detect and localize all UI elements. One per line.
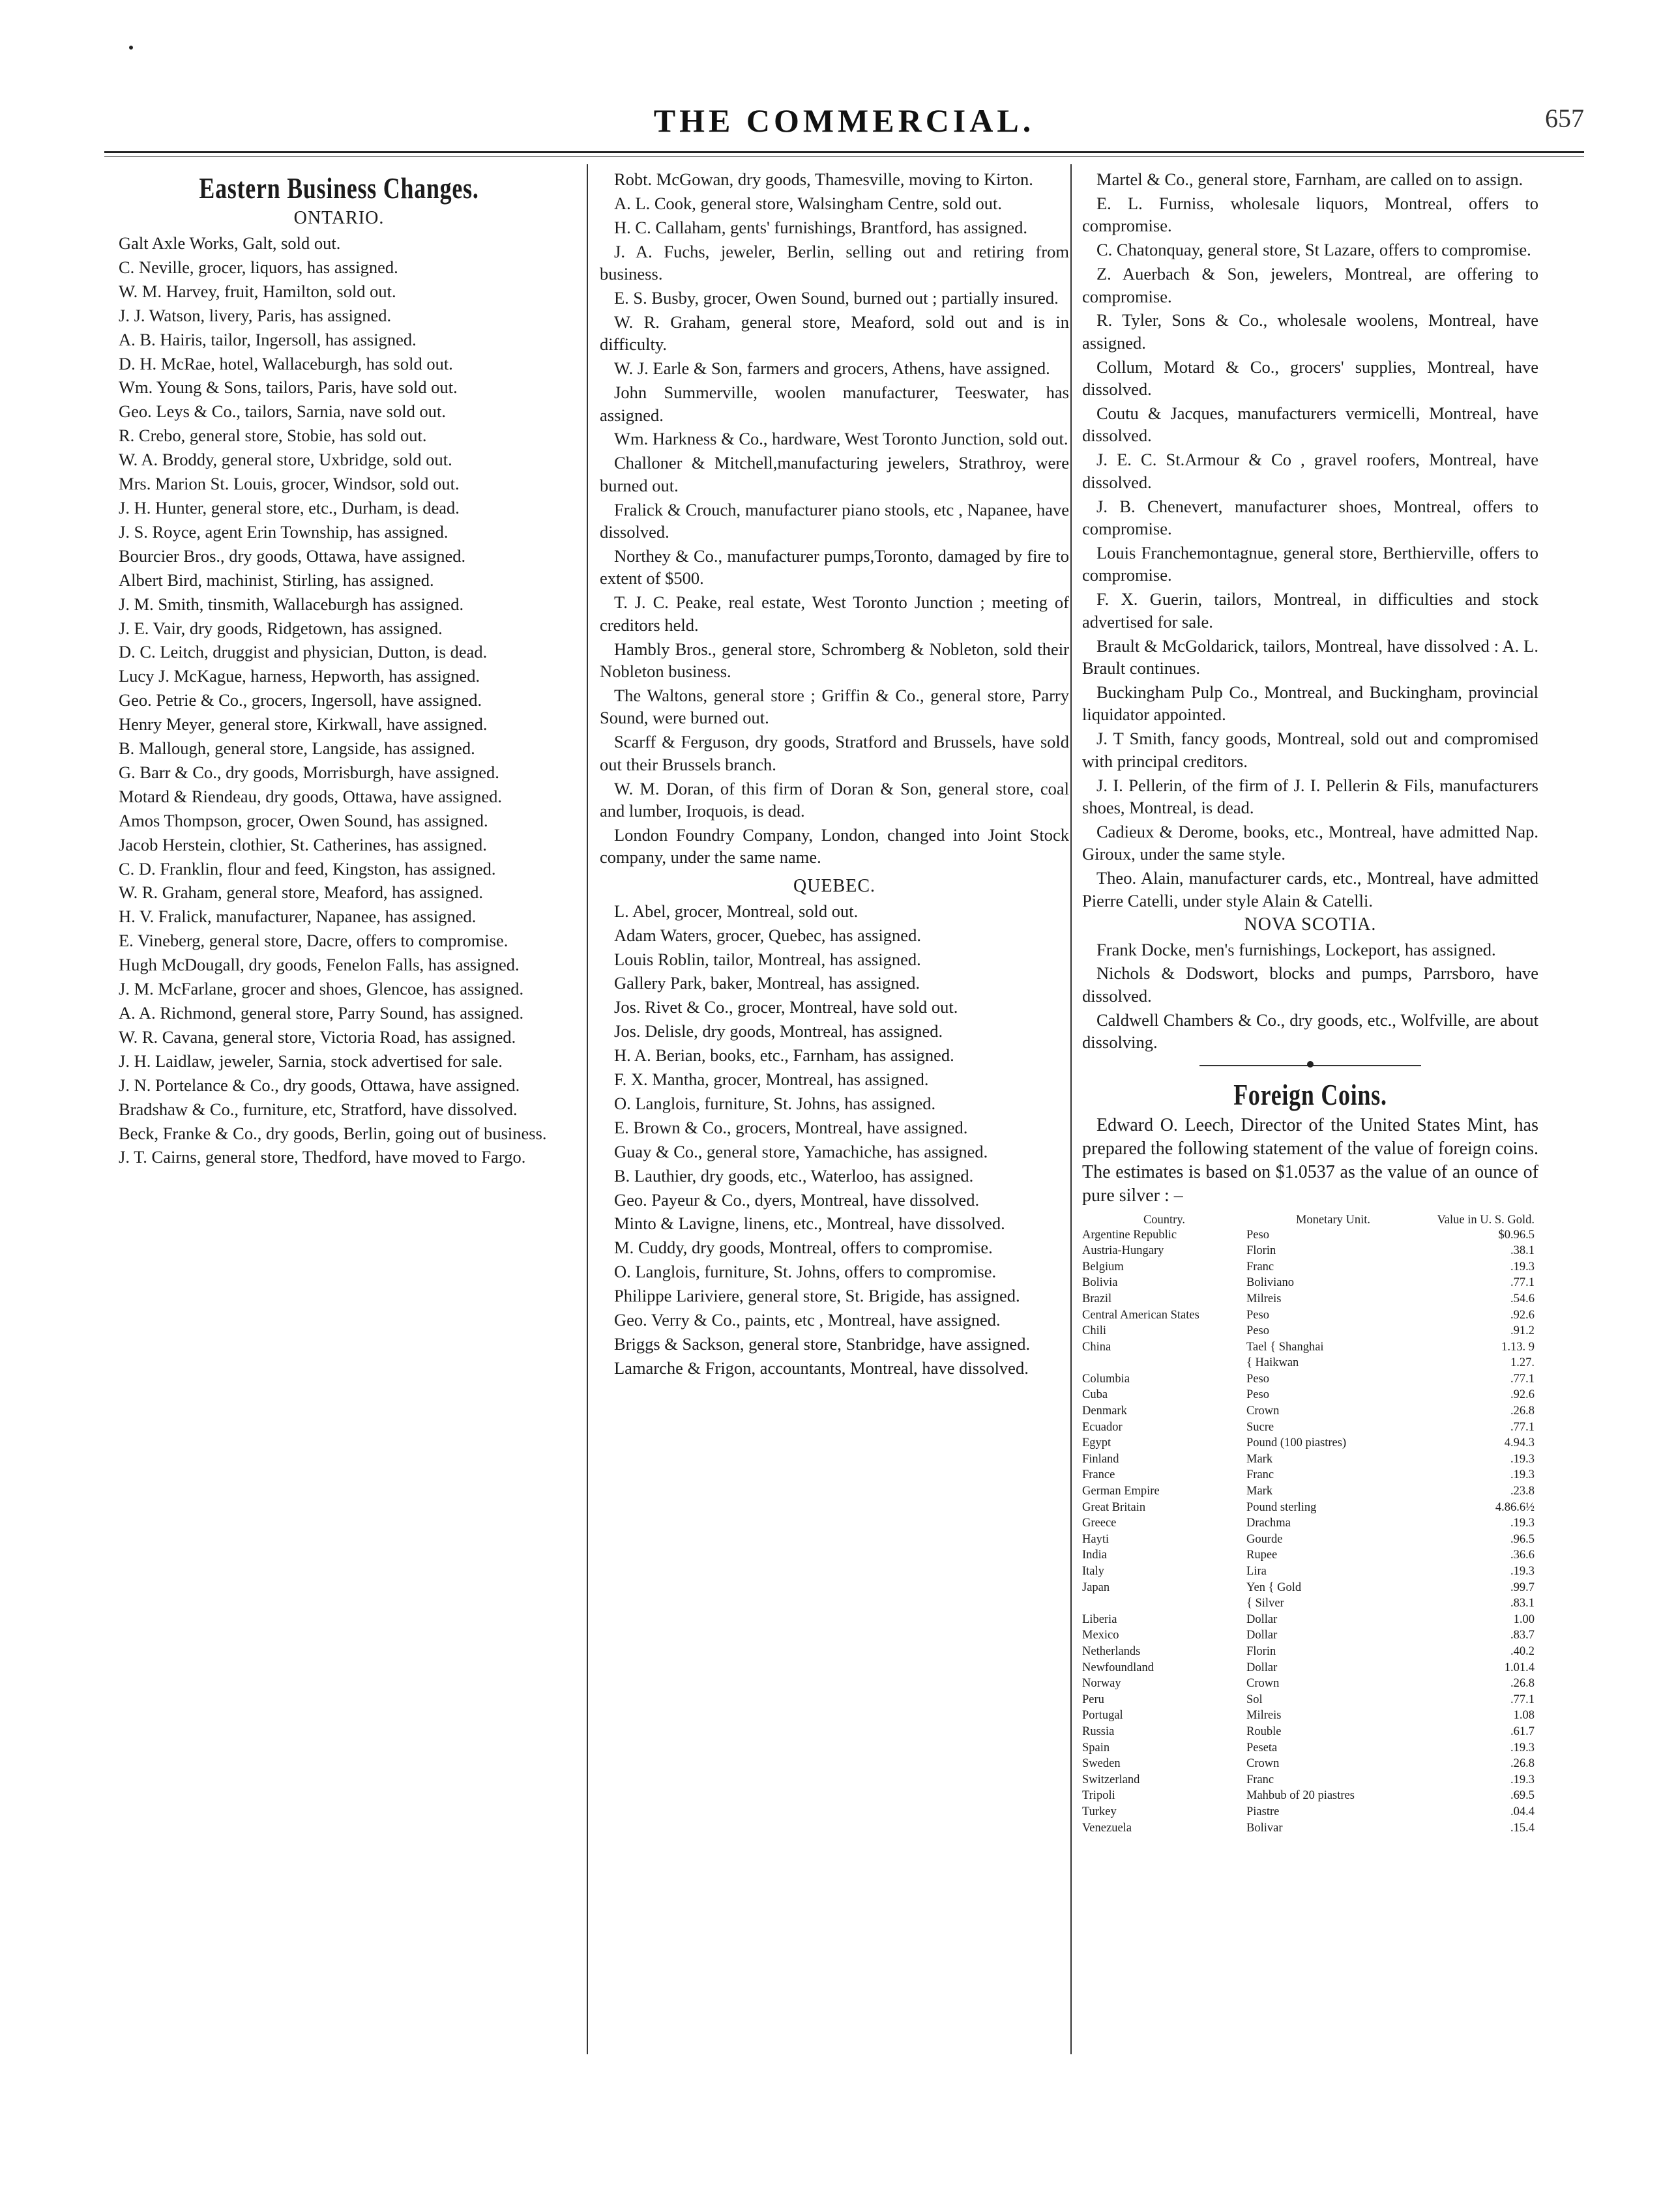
business-entry: Beck, Franke & Co., dry goods, Berlin, going out of business. <box>119 1123 547 1143</box>
coin-unit: Milreis <box>1246 1709 1282 1723</box>
coin-row <box>1082 1612 1538 1628</box>
business-entry: D. C. Leitch, druggist and physician, Dutton, is dead. <box>119 642 488 662</box>
business-entry: Motard & Riendeau, dry goods, Ottawa, have assigned. <box>119 786 503 806</box>
coin-row <box>1082 1259 1538 1275</box>
coin-value: 1.13. 9 <box>1501 1340 1535 1354</box>
coin-unit: { Silver <box>1246 1597 1284 1610</box>
business-entry: W. M. Doran, of this firm of Doran & Son, general store, coal and lumber, Iroquois, is dead. <box>600 778 1069 821</box>
coin-value: .77.1 <box>1510 1420 1535 1434</box>
coin-unit: Peso <box>1246 1308 1269 1322</box>
business-entry: Northey & Co., manufacturer pumps,Toronto, damaged by fire to extent of $500. <box>600 546 1069 589</box>
coin-country: Chili <box>1082 1324 1107 1338</box>
business-entry: Mrs. Marion St. Louis, grocer, Windsor, sold out. <box>119 474 460 494</box>
business-entry: Jacob Herstein, clothier, St. Catherines, has assigned. <box>119 834 487 854</box>
coin-value: .96.5 <box>1510 1532 1535 1546</box>
coin-value: .19.3 <box>1510 1517 1535 1530</box>
coin-country: Argentine Republic <box>1082 1228 1177 1242</box>
business-entry: B. Lauthier, dry goods, etc., Waterloo, has assigned. <box>614 1165 974 1186</box>
eastern-heading: Eastern Business Changes. <box>199 171 479 205</box>
business-entry: J. T Smith, fancy goods, Montreal, sold out and compromised with principal creditors. <box>1082 729 1538 771</box>
col-value: Value in U. S. Gold. <box>1437 1213 1535 1227</box>
coin-unit: Rupee <box>1246 1549 1278 1562</box>
business-entry: F. X. Mantha, grocer, Montreal, has assigned. <box>614 1070 929 1090</box>
coin-unit: Sucre <box>1246 1420 1274 1434</box>
business-entry: J. T. Cairns, general store, Thedford, have moved to Fargo. <box>119 1147 526 1167</box>
coin-value: .19.3 <box>1510 1741 1535 1754</box>
business-entry: Brault & McGoldarick, tailors, Montreal, have dissolved : A. L. Brault continues. <box>1082 635 1538 678</box>
coin-unit: Franc <box>1246 1260 1274 1273</box>
business-entry: Z. Auerbach & Son, jewelers, Montreal, are offering to compromise. <box>1082 264 1538 306</box>
coin-value: .15.4 <box>1510 1821 1535 1835</box>
business-entry: Hugh McDougall, dry goods, Fenelon Falls, has assigned. <box>119 955 520 975</box>
business-entry: E. S. Busby, grocer, Owen Sound, burned out ; partially insured. <box>614 288 1059 308</box>
business-entry: The Waltons, general store ; Griffin & Co., general store, Parry Sound, were burned out. <box>600 685 1069 728</box>
business-entry: Scarff & Ferguson, dry goods, Stratford and Brussels, have sold out their Brussels branch. <box>600 732 1069 774</box>
coin-value: .23.8 <box>1510 1485 1535 1498</box>
business-entry: O. Langlois, furniture, St. Johns, has assigned. <box>614 1093 936 1113</box>
coin-unit: Franc <box>1246 1468 1274 1482</box>
coin-value: .77.1 <box>1510 1372 1535 1386</box>
coin-country <box>1082 1355 1246 1371</box>
coin-country: Brazil <box>1082 1292 1112 1305</box>
coin-country: Liberia <box>1082 1612 1117 1626</box>
coin-country: Newfoundland <box>1082 1661 1154 1674</box>
coin-row <box>1082 1772 1538 1788</box>
coin-unit: Crown <box>1246 1757 1280 1771</box>
business-entry: Martel & Co., general store, Farnham, are called on to assign. <box>1096 169 1523 189</box>
coin-unit: Rouble <box>1246 1724 1282 1738</box>
coin-row <box>1082 1387 1538 1403</box>
business-entry: Buckingham Pulp Co., Montreal, and Buckingham, provincial liquidator appointed. <box>1082 682 1538 725</box>
business-entry: C. Chatonquay, general store, St Lazare, offers to compromise. <box>1096 240 1531 260</box>
coin-unit: Pound sterling <box>1246 1500 1317 1514</box>
business-entry: R. Tyler, Sons & Co., wholesale woolens, Montreal, have assigned. <box>1082 310 1538 353</box>
coin-country: Portugal <box>1082 1709 1123 1723</box>
coins-heading: Foreign Coins. <box>1233 1077 1387 1111</box>
coin-row <box>1082 1532 1538 1548</box>
business-entry: H. C. Callaham, gents' furnishings, Brantford, has assigned. <box>614 217 1028 237</box>
column-1 <box>104 168 574 2173</box>
coin-row <box>1082 1467 1538 1483</box>
coin-unit: Franc <box>1246 1773 1274 1786</box>
business-entry: Coutu & Jacques, manufacturers vermicelli, Montreal, have dissolved. <box>1082 403 1538 446</box>
coin-row <box>1082 1291 1538 1307</box>
business-entry: O. Langlois, furniture, St. Johns, offers to compromise. <box>614 1262 997 1282</box>
business-entry: J. E. Vair, dry goods, Ridgetown, has assigned. <box>119 618 443 638</box>
coin-row <box>1082 1547 1538 1564</box>
coin-row <box>1082 1500 1538 1516</box>
coin-unit: Tael { Shanghai <box>1246 1340 1324 1354</box>
business-entry: Louis Franchemontagnue, general store, Berthierville, offers to compromise. <box>1082 543 1538 585</box>
business-entry: Louis Roblin, tailor, Montreal, has assigned. <box>614 949 921 969</box>
coin-row <box>1082 1564 1538 1580</box>
coin-country: Ecuador <box>1082 1420 1123 1434</box>
coin-row <box>1082 1419 1538 1436</box>
coin-country: Cuba <box>1082 1388 1108 1402</box>
coin-unit: Yen { Gold <box>1246 1580 1302 1594</box>
coin-unit: Lira <box>1246 1565 1267 1578</box>
coin-row <box>1082 1275 1538 1291</box>
coins-intro: Edward O. Leech, Director of the United States Mint, has prepared the following statement of the value of foreign coins. The estimates is based on $1.0537 as the value of an ounce of pure silver : – <box>1082 1114 1538 1206</box>
coin-row <box>1082 1451 1538 1468</box>
business-entry: Briggs & Sackson, general store, Stanbridge, have assigned. <box>614 1334 1031 1354</box>
coin-value: .92.6 <box>1510 1308 1535 1322</box>
coin-unit: Dollar <box>1246 1661 1278 1674</box>
header-rule <box>104 151 1584 153</box>
business-entry: Fralick & Crouch, manufacturer piano stools, etc , Napanee, have dissolved. <box>600 499 1069 542</box>
coin-country: Finland <box>1082 1452 1119 1466</box>
business-entry: Galt Axle Works, Galt, sold out. <box>119 233 341 253</box>
business-entry: Guay & Co., general store, Yamachiche, has assigned. <box>614 1141 988 1161</box>
business-entry: J. H. Laidlaw, jeweler, Sarnia, stock advertised for sale. <box>119 1051 503 1071</box>
business-entry: Lamarche & Frigon, accountants, Montreal, have dissolved. <box>614 1358 1029 1378</box>
business-entry: B. Mallough, general store, Langside, has assigned. <box>119 738 475 759</box>
coin-unit: Milreis <box>1246 1292 1282 1305</box>
coin-country: Sweden <box>1082 1757 1121 1771</box>
business-entry: Caldwell Chambers & Co., dry goods, etc., Wolfville, are about dissolving. <box>1082 1010 1538 1053</box>
coin-country: Spain <box>1082 1741 1110 1754</box>
business-entry: J. J. Watson, livery, Paris, has assigned. <box>119 305 392 325</box>
business-entry: W. A. Broddy, general store, Uxbridge, sold out. <box>119 450 452 470</box>
coin-country: Switzerland <box>1082 1773 1140 1786</box>
column-2 <box>600 168 1069 2173</box>
coin-country: Great Britain <box>1082 1500 1146 1514</box>
coin-value: 1.00 <box>1513 1612 1535 1626</box>
business-entry: H. V. Fralick, manufacturer, Napanee, has assigned. <box>119 907 477 927</box>
coin-value: .99.7 <box>1510 1580 1535 1594</box>
coin-row <box>1082 1788 1538 1804</box>
coin-row <box>1082 1627 1538 1644</box>
business-entry: London Foundry Company, London, changed into Joint Stock company, under the same name. <box>600 824 1069 867</box>
coin-row <box>1082 1756 1538 1772</box>
coin-unit: Mark <box>1246 1485 1273 1498</box>
coin-value: 1.27. <box>1510 1356 1535 1370</box>
business-entry: H. A. Berian, books, etc., Farnham, has assigned. <box>614 1045 954 1066</box>
coin-value: .61.7 <box>1510 1724 1535 1738</box>
coin-value: 4.86.6½ <box>1495 1500 1535 1514</box>
coin-unit: Pound (100 piastres) <box>1246 1436 1347 1450</box>
business-entry: T. J. C. Peake, real estate, West Toronto Junction ; meeting of creditors held. <box>600 592 1069 635</box>
business-entry: Amos Thompson, grocer, Owen Sound, has assigned. <box>119 810 488 830</box>
coin-country: Denmark <box>1082 1404 1127 1418</box>
coin-country: Norway <box>1082 1677 1121 1691</box>
coin-row <box>1082 1371 1538 1388</box>
business-entry: Henry Meyer, general store, Kirkwall, have assigned. <box>119 714 488 735</box>
coin-country: India <box>1082 1549 1108 1562</box>
business-entry: W. J. Earle & Son, farmers and grocers, Athens, have assigned. <box>614 358 1050 379</box>
coin-country: Venezuela <box>1082 1821 1132 1835</box>
coin-country: Columbia <box>1082 1372 1130 1386</box>
coin-country: Russia <box>1082 1724 1115 1738</box>
coin-country: Hayti <box>1082 1532 1110 1546</box>
business-entry: Cadieux & Derome, books, etc., Montreal, have admitted Nap. Giroux, under the same style. <box>1082 821 1538 864</box>
coin-value: .69.5 <box>1510 1789 1535 1803</box>
column-3 <box>1082 168 1538 2173</box>
business-entry: Robt. McGowan, dry goods, Thamesville, moving to Kirton. <box>614 169 1033 189</box>
business-entry: A. A. Richmond, general store, Parry Sound, has assigned. <box>119 1003 524 1023</box>
coin-unit: Dollar <box>1246 1629 1278 1642</box>
coin-value: .26.8 <box>1510 1757 1535 1771</box>
coin-country: Turkey <box>1082 1805 1117 1818</box>
coin-unit: Crown <box>1246 1677 1280 1691</box>
coin-row <box>1082 1644 1538 1660</box>
business-entry: J. A. Fuchs, jeweler, Berlin, selling out and retiring from business. <box>600 241 1069 284</box>
coin-unit: Boliviano <box>1246 1276 1294 1290</box>
coin-country: German Empire <box>1082 1485 1160 1498</box>
business-entry: W. M. Harvey, fruit, Hamilton, sold out. <box>119 281 396 301</box>
coin-country: Japan <box>1082 1580 1110 1594</box>
coin-value: .19.3 <box>1510 1773 1535 1786</box>
coin-country: Belgium <box>1082 1260 1124 1273</box>
coin-row <box>1082 1660 1538 1676</box>
coin-row <box>1082 1323 1538 1339</box>
business-entry: Nichols & Dodswort, blocks and pumps, Parrsboro, have dissolved. <box>1082 963 1538 1006</box>
coin-value: .19.3 <box>1510 1565 1535 1578</box>
coin-value: 1.01.4 <box>1504 1661 1535 1674</box>
page-speck <box>129 46 133 50</box>
coin-unit: Peso <box>1246 1372 1269 1386</box>
quebec-heading: QUEBEC. <box>793 875 875 896</box>
business-entry: J. B. Chenevert, manufacturer shoes, Montreal, offers to compromise. <box>1082 496 1538 539</box>
coin-value: .83.7 <box>1510 1629 1535 1642</box>
business-entry: A. L. Cook, general store, Walsingham Centre, sold out. <box>614 193 1002 213</box>
business-entry: R. Crebo, general store, Stobie, has sold out. <box>119 426 427 446</box>
coin-value: $0.96.5 <box>1498 1228 1535 1242</box>
business-entry: J. S. Royce, agent Erin Township, has assigned. <box>119 521 448 542</box>
coins-table <box>1082 1213 1538 1837</box>
coin-row <box>1082 1595 1538 1612</box>
business-entry: Philippe Lariviere, general store, St. Brigide, has assigned. <box>614 1286 1020 1306</box>
coin-row <box>1082 1676 1538 1692</box>
coin-country: Egypt <box>1082 1436 1111 1450</box>
coin-row <box>1082 1804 1538 1820</box>
business-entry: Geo. Payeur & Co., dyers, Montreal, have dissolved. <box>614 1189 980 1210</box>
col-country: Country. <box>1143 1213 1186 1227</box>
coin-value: .26.8 <box>1510 1404 1535 1418</box>
business-entry: Frank Docke, men's furnishings, Lockeport, has assigned. <box>1096 939 1496 959</box>
coin-country: France <box>1082 1468 1115 1482</box>
business-entry: Minto & Lavigne, linens, etc., Montreal, have dissolved. <box>614 1214 1005 1234</box>
business-entry: E. Vineberg, general store, Dacre, offers to compromise. <box>119 931 508 951</box>
coin-row <box>1082 1692 1538 1708</box>
column-rule-2 <box>1070 164 1072 2054</box>
coin-row <box>1082 1820 1538 1837</box>
business-entry: Jos. Delisle, dry goods, Montreal, has assigned. <box>614 1021 943 1041</box>
business-entry: J. H. Hunter, general store, etc., Durham, is dead. <box>119 497 460 517</box>
coin-unit: Florin <box>1246 1244 1276 1258</box>
business-entry: John Summerville, woolen manufacturer, Teeswater, has assigned. <box>600 383 1069 425</box>
business-entry: J. I. Pellerin, of the firm of J. I. Pellerin & Fils, manufacturers shoes, Montreal, is dead. <box>1082 775 1538 817</box>
business-entry: Theo. Alain, manufacturer cards, etc., Montreal, have admitted Pierre Catelli, under style Alain & Catelli. <box>1082 868 1538 910</box>
coin-country: Austria-Hungary <box>1082 1244 1164 1258</box>
business-entry: Geo. Verry & Co., paints, etc , Montreal, have assigned. <box>614 1310 1001 1330</box>
coin-row <box>1082 1724 1538 1740</box>
coin-value: .77.1 <box>1510 1276 1535 1290</box>
coin-unit: Dollar <box>1246 1612 1278 1626</box>
ontario-heading: ONTARIO. <box>293 208 385 228</box>
business-entry: C. D. Franklin, flour and feed, Kingston, has assigned. <box>119 858 496 879</box>
business-entry: Wm. Young & Sons, tailors, Paris, have sold out. <box>119 377 458 398</box>
coin-row <box>1082 1740 1538 1756</box>
business-entry: E. Brown & Co., grocers, Montreal, have assigned. <box>614 1117 968 1137</box>
coin-row <box>1082 1339 1538 1356</box>
coin-unit: Peso <box>1246 1324 1269 1338</box>
coin-row <box>1082 1403 1538 1419</box>
business-entry: J. N. Portelance & Co., dry goods, Ottawa, have assigned. <box>119 1075 520 1095</box>
coin-value: .36.6 <box>1510 1549 1535 1562</box>
business-entry: M. Cuddy, dry goods, Montreal, offers to compromise. <box>614 1238 993 1258</box>
coin-row <box>1082 1227 1538 1244</box>
coin-value: 4.94.3 <box>1504 1436 1535 1450</box>
coin-value: .92.6 <box>1510 1388 1535 1402</box>
coin-value: .19.3 <box>1510 1260 1535 1273</box>
coins-table-header <box>1082 1213 1538 1227</box>
business-entry: J. M. McFarlane, grocer and shoes, Glencoe, has assigned. <box>119 979 524 999</box>
business-entry: W. R. Graham, general store, Meaford, has assigned. <box>119 882 484 903</box>
coin-value: .04.4 <box>1510 1805 1535 1818</box>
coin-unit: Mark <box>1246 1452 1273 1466</box>
coin-row <box>1082 1355 1538 1371</box>
coin-country: Netherlands <box>1082 1644 1141 1658</box>
coin-unit: Gourde <box>1246 1532 1283 1546</box>
business-entry: Bradshaw & Co., furniture, etc, Stratford, have dissolved. <box>119 1099 518 1119</box>
coin-value: .83.1 <box>1510 1597 1535 1610</box>
page-number: 657 <box>1545 104 1584 133</box>
business-entry: Challoner & Mitchell,manufacturing jewelers, Strathroy, were burned out. <box>600 453 1069 495</box>
coin-country: Bolivia <box>1082 1276 1118 1290</box>
coin-unit: Crown <box>1246 1404 1280 1418</box>
coin-unit: Peso <box>1246 1388 1269 1402</box>
section-divider <box>1082 1060 1538 1070</box>
business-entry: Wm. Harkness & Co., hardware, West Toronto Junction, sold out. <box>614 429 1068 449</box>
business-entry: W. R. Cavana, general store, Victoria Road, has assigned. <box>119 1026 516 1047</box>
coin-country: Mexico <box>1082 1629 1119 1642</box>
coin-value: .77.1 <box>1510 1693 1535 1706</box>
coin-row <box>1082 1307 1538 1324</box>
coin-value: .40.2 <box>1510 1644 1535 1658</box>
business-entry: J. E. C. St.Armour & Co , gravel roofers, Montreal, have dissolved. <box>1082 450 1538 492</box>
col-unit: Monetary Unit. <box>1295 1213 1371 1227</box>
masthead <box>104 98 1584 137</box>
coin-value: .26.8 <box>1510 1677 1535 1691</box>
business-entry: E. L. Furniss, wholesale liquors, Montreal, offers to compromise. <box>1082 193 1538 236</box>
business-entry: Adam Waters, grocer, Quebec, has assigned. <box>614 925 921 945</box>
coin-value: .19.3 <box>1510 1468 1535 1482</box>
coin-unit: Drachma <box>1246 1517 1291 1530</box>
business-entry: Geo. Leys & Co., tailors, Sarnia, nave sold out. <box>119 401 446 422</box>
coin-unit: { Haikwan <box>1246 1356 1299 1370</box>
coin-value: .19.3 <box>1510 1452 1535 1466</box>
business-entry: Bourcier Bros., dry goods, Ottawa, have assigned. <box>119 546 466 566</box>
nova-scotia-heading: NOVA SCOTIA. <box>1244 914 1377 935</box>
coin-country: Tripoli <box>1082 1789 1115 1803</box>
coin-unit: Piastre <box>1246 1805 1280 1818</box>
coin-country: Peru <box>1082 1693 1104 1706</box>
business-entry: Albert Bird, machinist, Stirling, has assigned. <box>119 570 434 590</box>
business-entry: W. R. Graham, general store, Meaford, sold out and is in difficulty. <box>600 312 1069 355</box>
coin-country: China <box>1082 1340 1111 1354</box>
coin-unit: Florin <box>1246 1644 1276 1658</box>
coin-row <box>1082 1515 1538 1532</box>
business-entry: Geo. Petrie & Co., grocers, Ingersoll, have assigned. <box>119 690 482 710</box>
business-entry: A. B. Hairis, tailor, Ingersoll, has assigned. <box>119 329 417 349</box>
business-entry: Lucy J. McKague, harness, Hepworth, has assigned. <box>119 666 480 686</box>
newspaper-title: THE COMMERCIAL. <box>653 102 1035 139</box>
coin-value: 1.08 <box>1513 1709 1535 1723</box>
coin-unit: Sol <box>1246 1693 1263 1706</box>
coin-unit: Peseta <box>1246 1741 1278 1754</box>
business-entry: F. X. Guerin, tailors, Montreal, in difficulties and stock advertised for sale. <box>1082 589 1538 632</box>
column-rule-1 <box>587 164 588 2054</box>
coin-row <box>1082 1483 1538 1500</box>
coin-unit: Bolivar <box>1246 1821 1283 1835</box>
coin-unit: Peso <box>1246 1228 1269 1242</box>
coin-country: Italy <box>1082 1565 1104 1578</box>
business-entry: Hambly Bros., general store, Schromberg & Nobleton, sold their Nobleton business. <box>600 639 1069 682</box>
business-entry: Gallery Park, baker, Montreal, has assigned. <box>614 973 920 993</box>
coin-country: Greece <box>1082 1517 1117 1530</box>
coin-row <box>1082 1580 1538 1596</box>
coin-value: .91.2 <box>1510 1324 1535 1338</box>
business-entry: J. M. Smith, tinsmith, Wallaceburgh has assigned. <box>119 594 464 614</box>
coin-country: Central American States <box>1082 1308 1199 1322</box>
header-rule-thin <box>104 156 1584 157</box>
business-entry: C. Neville, grocer, liquors, has assigned. <box>119 257 398 277</box>
coin-unit: Mahbub of 20 piastres <box>1246 1789 1355 1803</box>
coin-row <box>1082 1708 1538 1724</box>
coin-value: .38.1 <box>1510 1244 1535 1258</box>
coin-country <box>1082 1595 1246 1612</box>
coin-value: .54.6 <box>1510 1292 1535 1305</box>
coin-row <box>1082 1243 1538 1259</box>
business-entry: Jos. Rivet & Co., grocer, Montreal, have sold out. <box>614 997 958 1017</box>
business-entry: Collum, Motard & Co., grocers' supplies, Montreal, have dissolved. <box>1082 357 1538 400</box>
coin-row <box>1082 1435 1538 1451</box>
business-entry: D. H. McRae, hotel, Wallaceburgh, has sold out. <box>119 353 453 373</box>
business-entry: G. Barr & Co., dry goods, Morrisburgh, have assigned. <box>119 762 499 782</box>
business-entry: L. Abel, grocer, Montreal, sold out. <box>614 901 859 921</box>
